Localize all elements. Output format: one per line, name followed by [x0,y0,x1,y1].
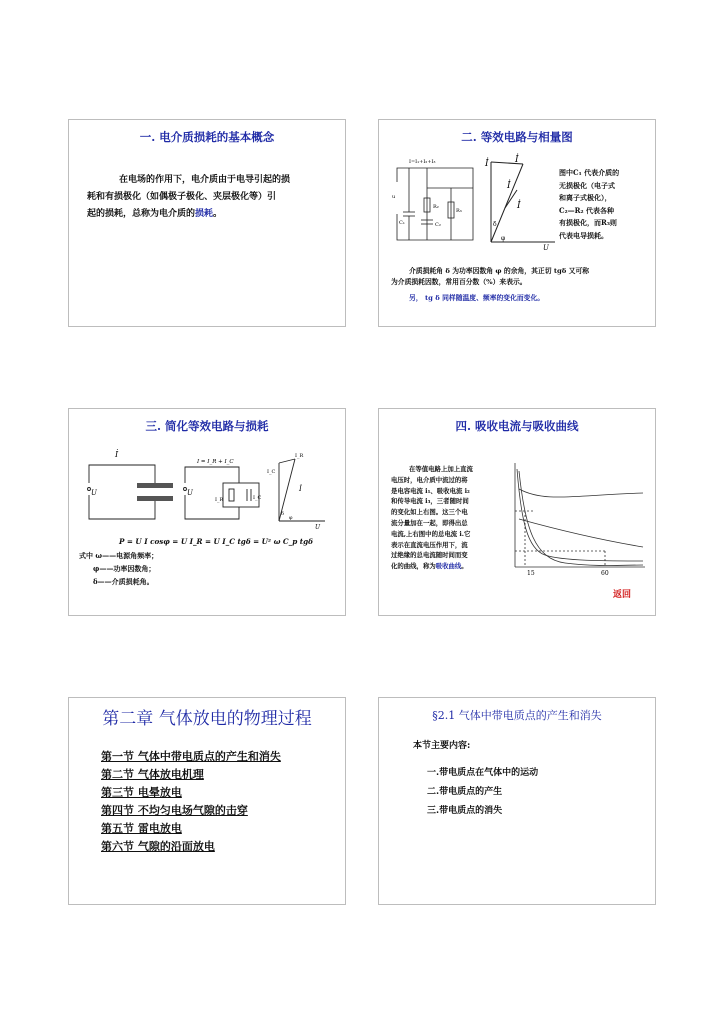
svg-text:δ: δ [493,221,497,228]
svg-text:U: U [315,524,321,529]
svg-text:R₂: R₂ [433,204,439,210]
slide-title: 一. 电介质损耗的基本概念 [139,130,275,144]
power-formula: P = U I cosφ = U I_R = U I_C tgδ = U² ω C_p tgδ [119,537,313,546]
capacitor-circuit-diagram [83,449,173,527]
slide-equivalent-circuit-phasor [378,119,656,327]
svg-text:u: u [392,194,396,200]
slide-title: 三. 简化等效电路与损耗 [145,419,269,433]
slide-title: 二. 等效电路与相量图 [461,130,573,144]
term-loss: 损耗 [195,209,214,219]
text-span: 。 [461,562,468,571]
svg-text:I_R: I_R [215,497,224,503]
svg-text:İ: İ [515,155,519,165]
text-line: 电压时，电介质中流过的将 [391,475,468,484]
text-line: 为介质损耗因数，常用百分数（%）来表示。 [391,278,527,286]
absorption-paragraph [391,464,501,572]
current-sum-label: I = I_R + I_C [197,459,234,465]
equivalent-circuit-diagram [389,154,489,250]
svg-text:I_C: I_C [267,469,276,475]
return-link[interactable]: 返回 [613,590,632,600]
toc-link-section-3[interactable]: 第三节 电晕放电 [101,786,182,799]
svg-text:İ: İ [507,181,511,191]
text-line: 有损极化，而R₃则 [559,218,617,227]
circuit-explanation [559,167,654,242]
paragraph [87,172,337,223]
tick-label: 15 [527,570,535,577]
text-span: 起的损耗，总称为电介质的 [87,209,196,219]
text-line [391,561,501,572]
text-line: 图中C₁ 代表介质的 [559,168,620,177]
svg-text:U: U [543,244,549,250]
toc-link-section-2[interactable]: 第二节 气体放电机理 [101,768,204,781]
list-item: 二.带电质点的产生 [427,787,503,797]
text-line: 是电容电流 i₁、吸收电流 i₂ [391,486,470,495]
text-span: 。 [213,209,223,219]
toc-link-section-1[interactable]: 第一节 气体中带电质点的产生和消失 [101,750,281,763]
svg-text:İ: İ [517,201,521,211]
legend-line: φ——功率因数角； [93,564,156,573]
section-items [427,764,538,821]
slide-dielectric-loss-concept [68,119,346,327]
chapter-title: 第二章 气体放电的物理过程 [102,709,312,729]
toc-link-section-5[interactable]: 第五节 雷电放电 [101,822,182,835]
svg-text:U: U [187,489,193,497]
svg-text:İ: İ [299,485,302,493]
text-line: 流分量加在一起，即得出总 [391,518,468,527]
svg-text:δ: δ [281,511,285,517]
text-line: 过绝缘的总电流随时间而变 [391,551,468,560]
text-line: 介质损耗角 δ 为功率因数角 φ 的余角，其正切 tgδ 又可称 [409,267,590,275]
circuit-current-label: I=I₁+I₂+I₃ [409,159,436,165]
svg-text:C₁: C₁ [399,220,405,226]
slide-absorption-current [378,408,656,616]
text-line: 在电场的作用下，电介质由于电导引起的损 [119,175,291,185]
symbol-legend [79,549,279,588]
text-line: 和离子式极化）， [559,193,612,202]
toc-link-section-6[interactable]: 第六节 气隙的沿面放电 [101,840,215,853]
legend-line: δ——介质损耗角。 [93,577,154,586]
text-line: C₂—R₂ 代表各种 [559,205,614,215]
tick-label: 60 [601,570,609,577]
svg-text:I_C: I_C [253,495,262,501]
text-line: 的变化如上右图。这三个电 [391,508,468,517]
loss-angle-paragraph [391,266,653,288]
svg-text:R₃: R₃ [456,208,462,214]
phasor-diagram [483,150,559,250]
list-item: 三.带电质点的消失 [427,806,503,816]
svg-text:İ: İ [115,450,119,459]
text-line: 耗和有损极化（如偶极子极化、夹层极化等）引 [87,192,277,202]
slide-title: §2.1 气体中带电质点的产生和消失 [432,709,602,722]
toc-link-section-4[interactable]: 第四节 不均匀电场气隙的击穿 [101,804,248,817]
current-phasor-diagram [265,449,335,529]
text-line: 表示在直流电压作用下，流 [391,540,468,549]
absorption-curve-chart [505,459,651,581]
slide-chapter-toc [68,697,346,905]
slide-section-2-1 [378,697,656,905]
svg-text:I_R: I_R [295,453,304,459]
term-absorption-curve: 吸收曲线 [435,562,462,571]
text-line: 电流,上右图中的总电流 i.它 [391,529,471,538]
list-item: 一.带电质点在气体中的运动 [427,768,539,778]
svg-text:İ: İ [485,159,489,169]
legend-line: 式中 ω——电源角频率； [79,551,159,560]
svg-text:C₂: C₂ [435,222,441,228]
text-line [87,206,337,223]
temperature-note: 另， tg δ 同样随温度、频率的变化而变化。 [409,294,545,302]
section-intro: 本节主要内容: [413,741,471,751]
slide-title: 四. 吸收电流与吸收曲线 [455,419,579,433]
text-span: 化的曲线，称为 [391,562,436,571]
svg-text:U: U [91,489,97,497]
svg-text:φ: φ [501,235,506,242]
text-line: 无损极化（电子式 [559,180,615,190]
svg-text:φ: φ [289,515,293,521]
text-line: 代表电导损耗。 [559,230,608,240]
text-line: 在等值电路上加上直流 [409,465,473,473]
text-line: 和传导电流 i₃，三者随时间 [391,497,469,506]
rc-parallel-circuit-diagram [179,449,269,527]
toc-list [101,748,331,856]
slide-simplified-circuit [68,408,346,616]
